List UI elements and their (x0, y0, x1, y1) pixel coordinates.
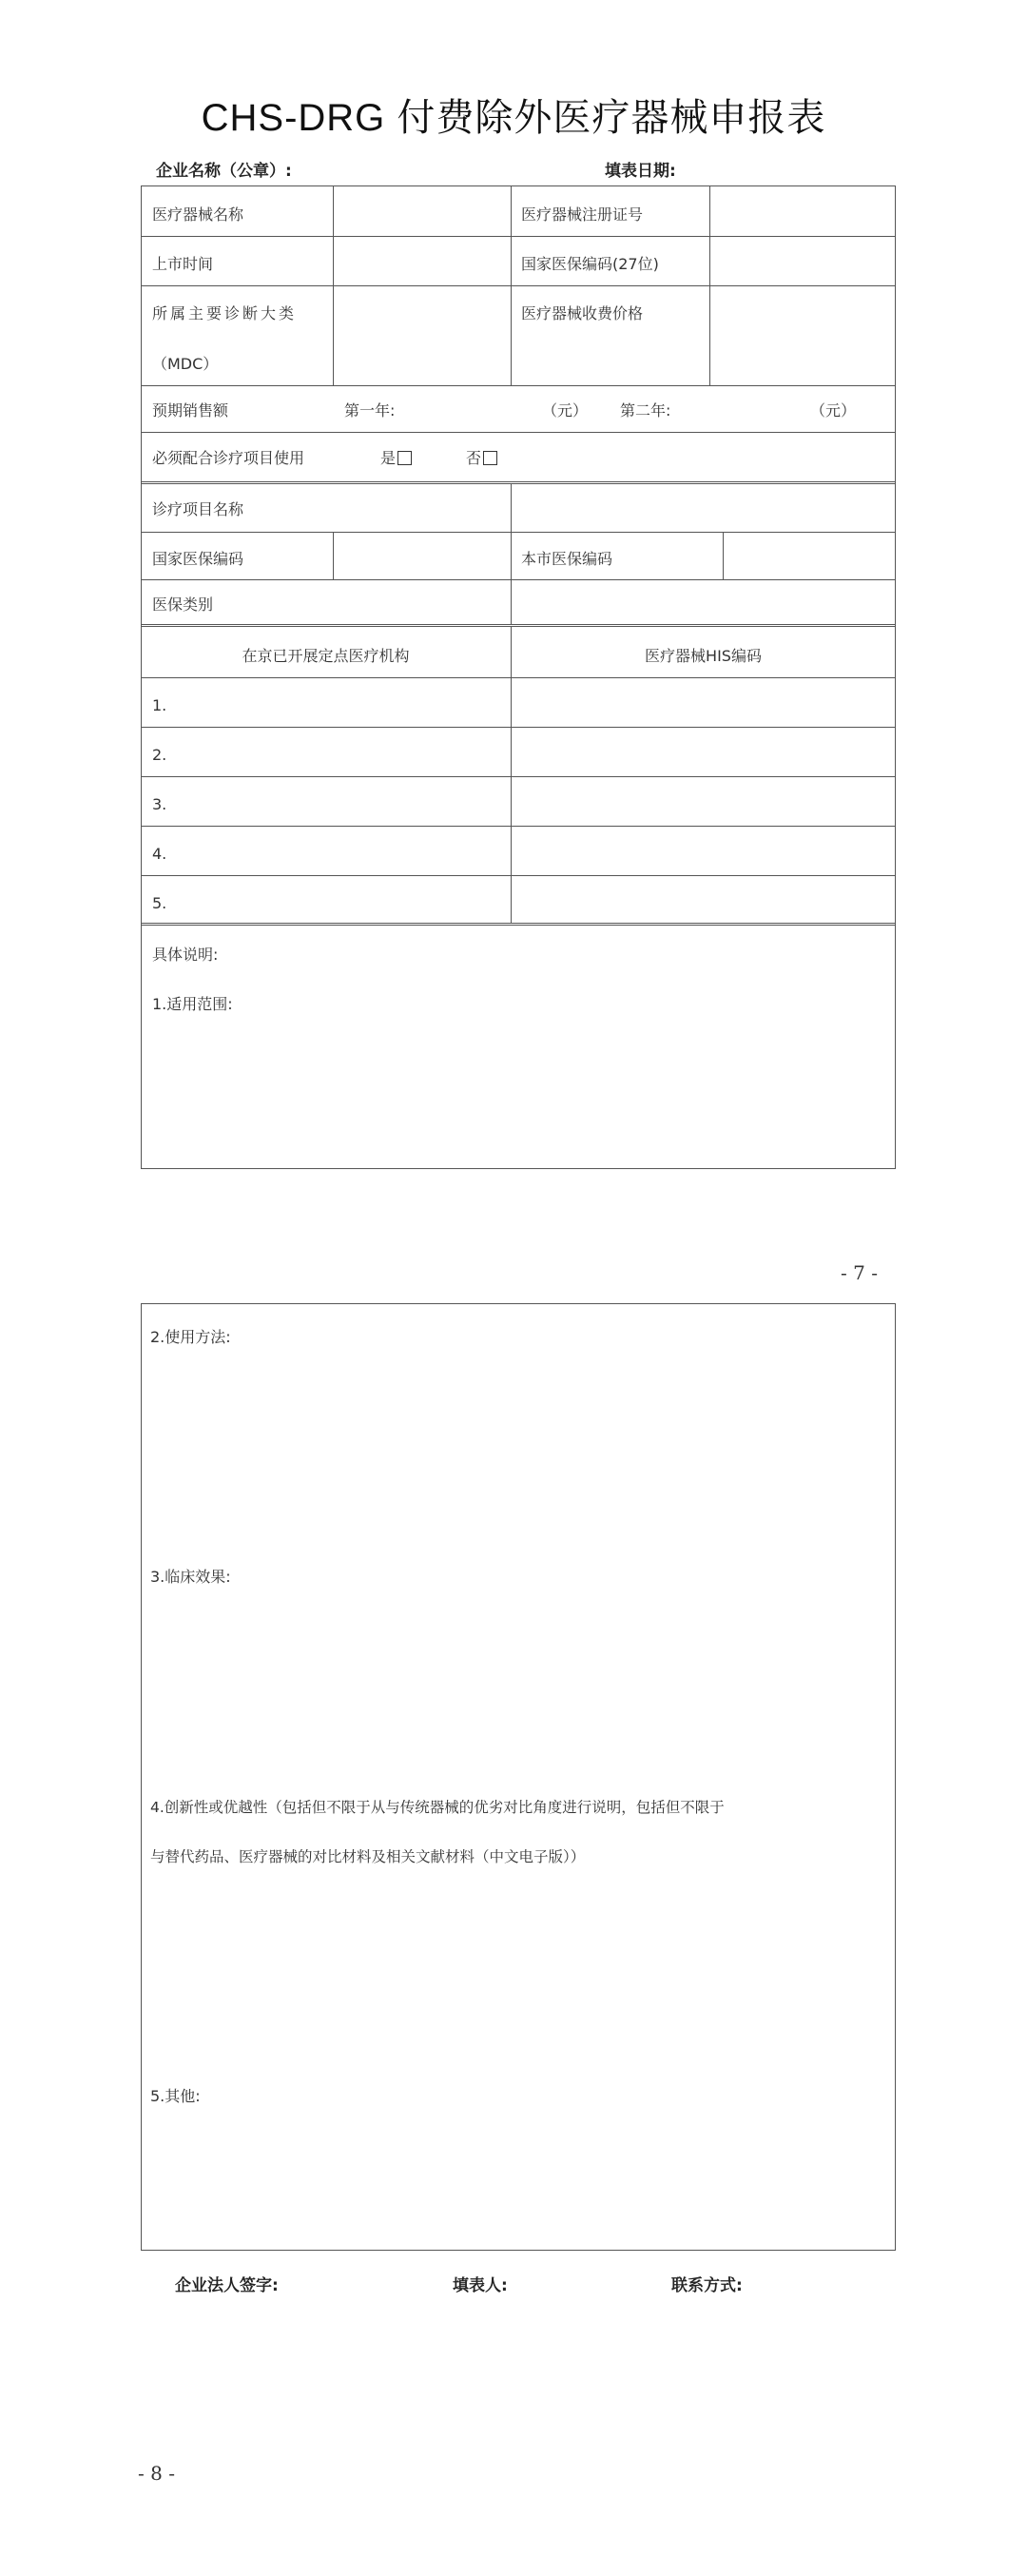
filler-label: 填表人: (453, 2276, 508, 2295)
other-label: 5.其他: (150, 2087, 201, 2105)
scope-label: 1.适用范围: (152, 995, 233, 1013)
year2-unit: （元） (810, 401, 857, 420)
year1-label: 第一年: (344, 401, 396, 420)
no-checkbox[interactable] (483, 451, 497, 465)
yes-option[interactable] (380, 449, 412, 468)
yes-checkbox[interactable] (397, 451, 412, 465)
fill-date-label: 填表日期: (605, 162, 676, 181)
market-time-label: 上市时间 (152, 255, 214, 273)
no-label: 否 (466, 449, 482, 467)
mdc-label-line1: 所属主要诊断大类 (152, 304, 298, 322)
his-code-column-header: 医疗器械HIS编码 (645, 647, 762, 665)
list-item-number: 4. (152, 845, 167, 863)
description-box (141, 1303, 896, 2251)
usage-label: 2.使用方法: (150, 1328, 231, 1346)
year1-unit: （元） (542, 401, 589, 420)
hospital-column-header: 在京已开展定点医疗机构 (242, 647, 410, 665)
must-match-label: 必须配合诊疗项目使用 (152, 449, 305, 467)
device-name-label: 医疗器械名称 (152, 205, 244, 224)
no-option[interactable] (466, 449, 497, 468)
innovation-label-line1: 4.创新性或优越性（包括但不限于从与传统器械的优劣对比角度进行说明，包括但不限于 (150, 1799, 725, 1816)
innovation-label-line2: 与替代药品、医疗器械的对比材料及相关文献材料（中文电子版）） (150, 1848, 586, 1865)
list-item-number: 5. (152, 894, 167, 912)
details-label: 具体说明: (152, 946, 219, 964)
year2-label: 第二年: (620, 401, 671, 420)
national-code-27-label: 国家医保编码(27位) (521, 255, 659, 273)
form-title: CHS-DRG 付费除外医疗器械申报表 (201, 97, 826, 139)
legal-signature-label: 企业法人签字: (175, 2276, 279, 2295)
list-item-number: 3. (152, 795, 167, 813)
registration-number-label: 医疗器械注册证号 (521, 205, 644, 224)
city-code-label: 本市医保编码 (521, 550, 613, 568)
contact-label: 联系方式: (671, 2276, 743, 2295)
clinical-effect-label: 3.临床效果: (150, 1568, 231, 1586)
fee-price-label: 医疗器械收费价格 (521, 304, 644, 322)
list-item-number: 1. (152, 696, 167, 714)
project-name-label: 诊疗项目名称 (152, 500, 244, 518)
insurance-type-label: 医保类别 (152, 595, 214, 614)
list-item-number: 2. (152, 746, 167, 764)
mdc-label-line2: （MDC） (152, 355, 219, 373)
expected-sales-label: 预期销售额 (152, 401, 229, 420)
national-code-label: 国家医保编码 (152, 550, 244, 568)
company-name-label: 企业名称（公章）: (156, 162, 292, 181)
page-number: - 7 - (841, 1261, 878, 1284)
yes-label: 是 (380, 449, 397, 467)
page-number: - 8 - (138, 2462, 175, 2485)
